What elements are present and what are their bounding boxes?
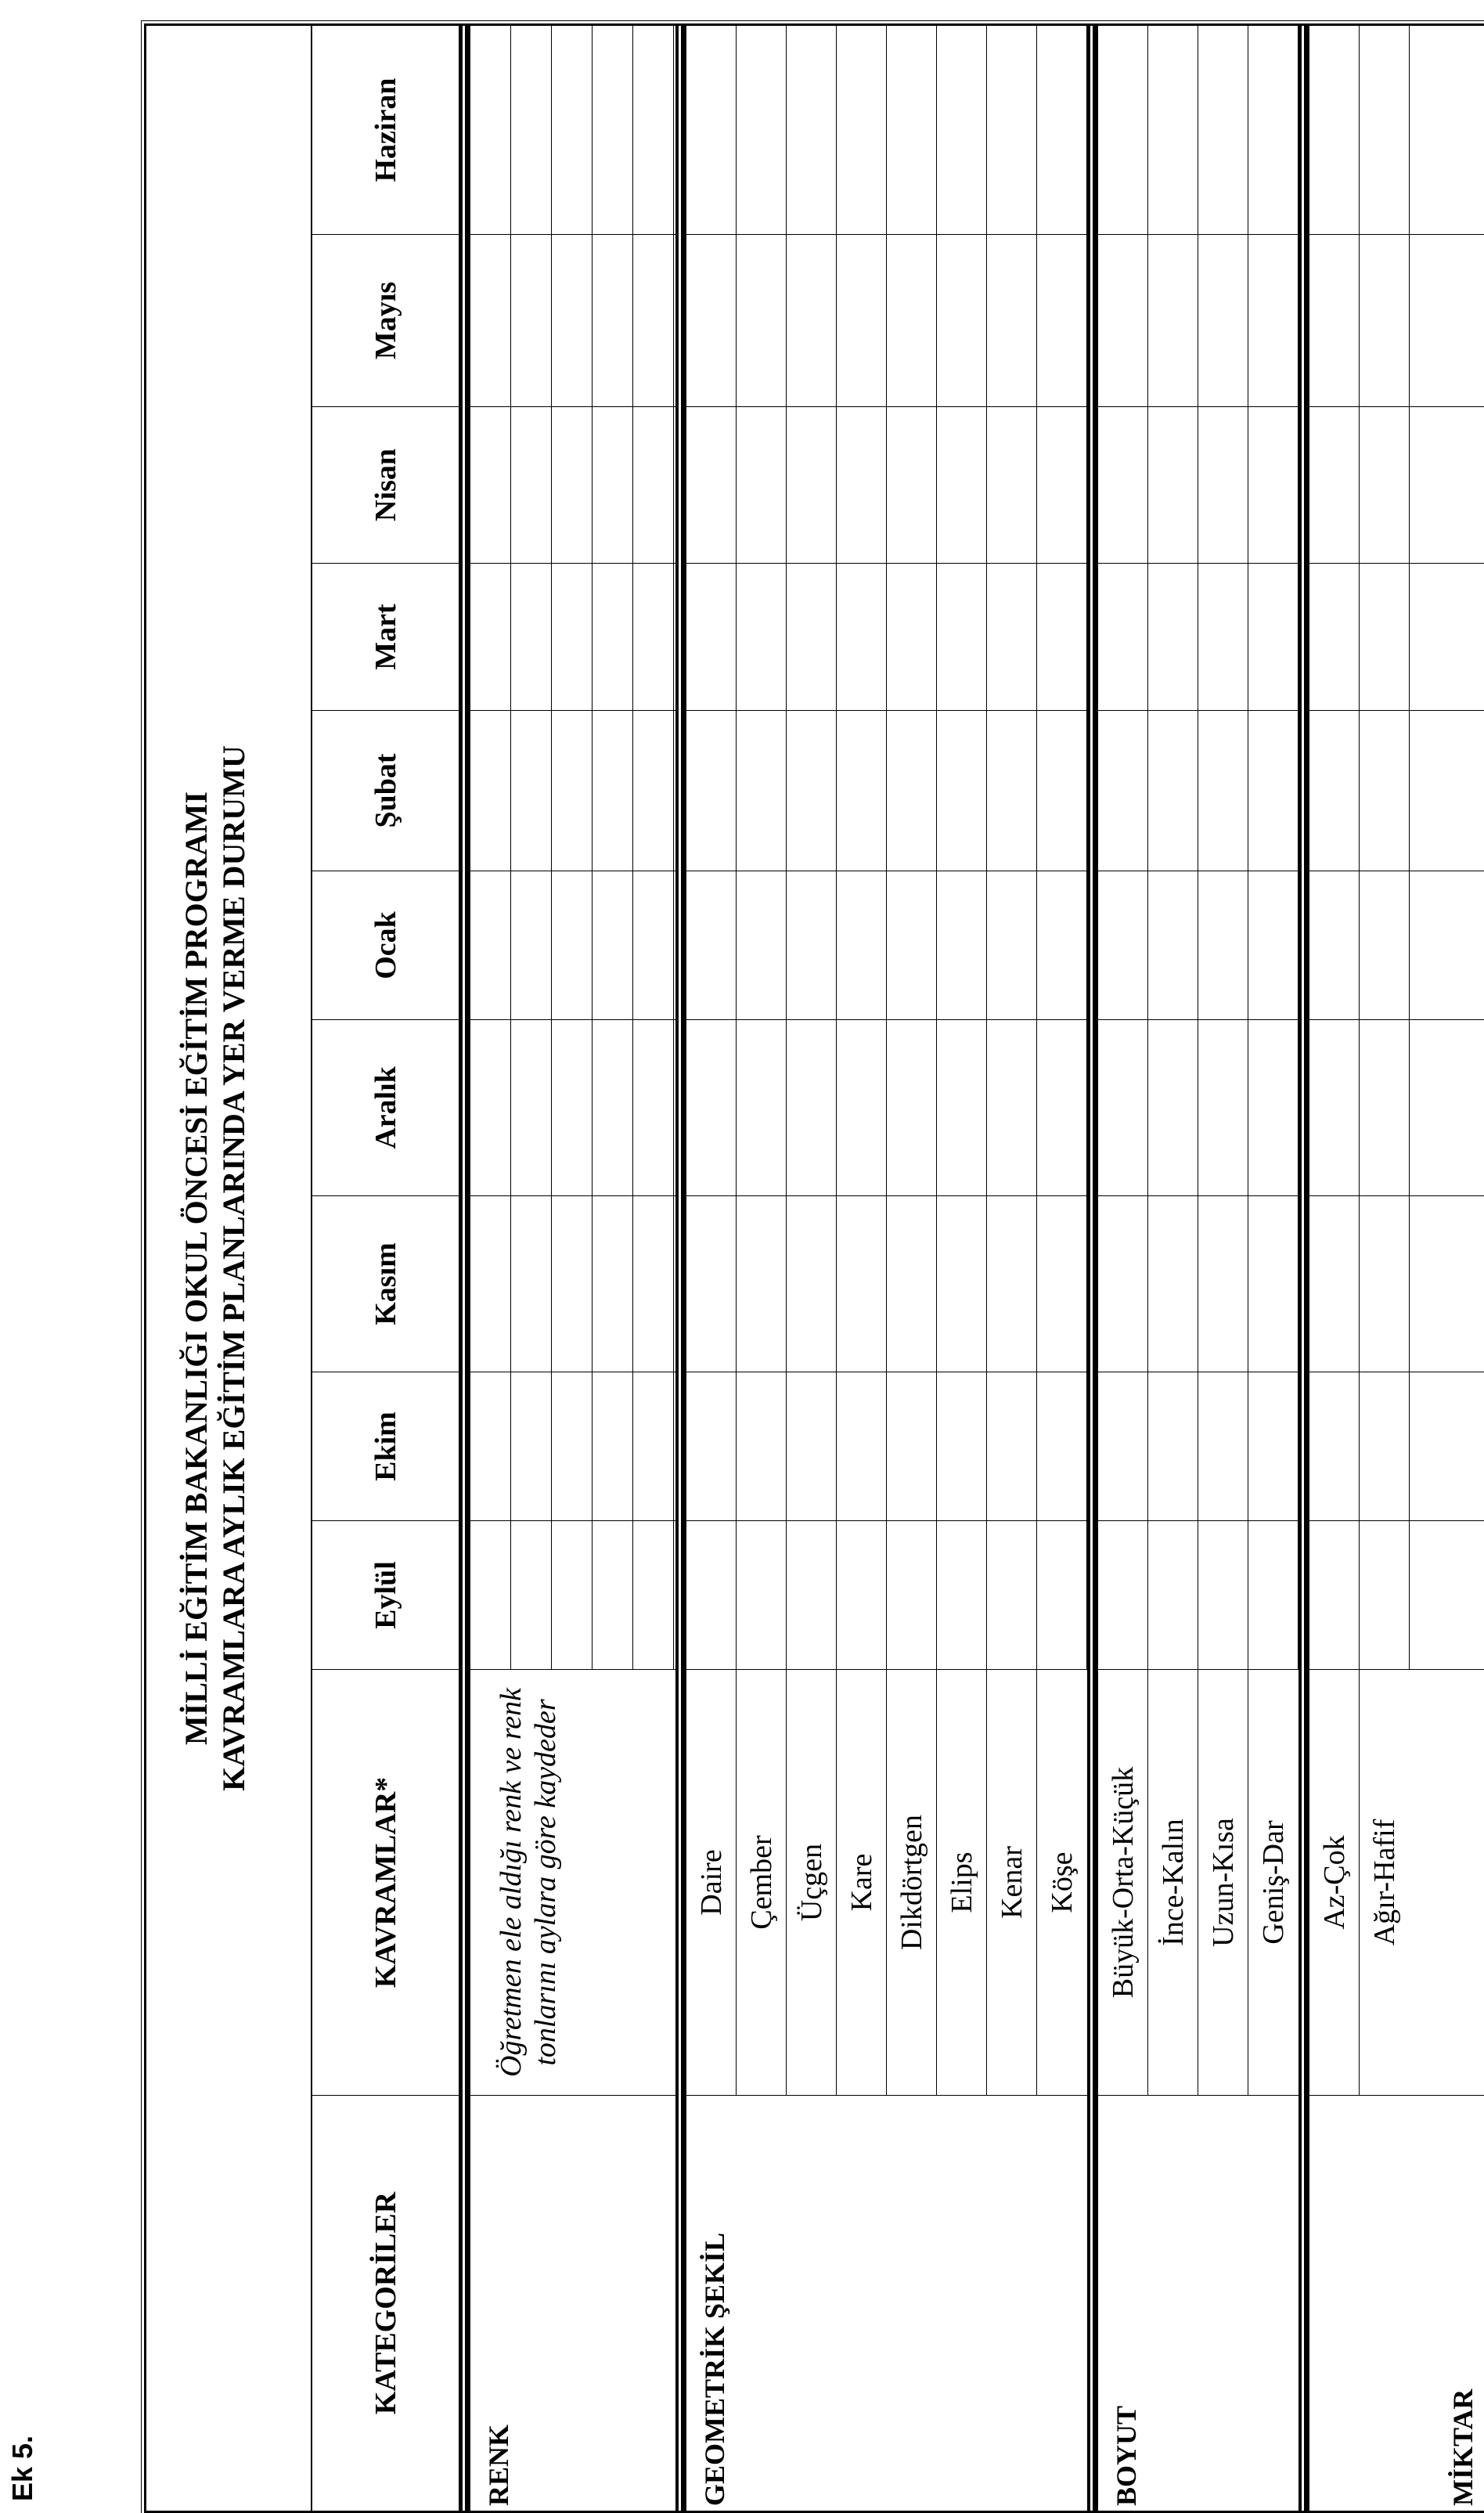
grid-cell[interactable]	[937, 1521, 987, 1669]
grid-cell[interactable]	[837, 564, 887, 710]
grid-cell[interactable]	[1309, 564, 1360, 710]
month-column-mayis	[1309, 235, 1484, 407]
grid-cell[interactable]	[593, 711, 633, 871]
header-month-ocak: Ocak	[312, 871, 459, 1020]
form-sheet	[144, 23, 1484, 2513]
header-row	[312, 26, 459, 2511]
grid-cell[interactable]	[1309, 1196, 1360, 1372]
grid-cell[interactable]	[552, 407, 593, 563]
grid-cell[interactable]	[887, 1372, 937, 1520]
grid-cell[interactable]	[987, 1020, 1037, 1195]
grid-cell[interactable]	[1037, 407, 1087, 563]
grid-cell[interactable]	[686, 26, 737, 234]
grid-cell[interactable]	[1198, 1196, 1248, 1372]
grid-cell[interactable]	[511, 1372, 552, 1520]
grid-cell[interactable]	[470, 235, 511, 406]
grid-cell[interactable]	[593, 1020, 633, 1195]
form-title	[178, 26, 253, 2511]
section-separator	[1087, 26, 1098, 2511]
grid-cell[interactable]	[887, 564, 937, 710]
month-column-ocak	[470, 871, 675, 1020]
grid-cell[interactable]	[737, 407, 787, 563]
header-month-mart: Mart	[312, 564, 459, 711]
concept-note: Öğretmen ele aldığı renk ve renk tonlarını aylara göre kaydeder	[495, 1688, 562, 2077]
grid-cell[interactable]	[1098, 1521, 1148, 1669]
header-month-kasim: Kasım	[312, 1196, 459, 1372]
month-column-kasim	[1309, 1196, 1484, 1372]
grid-cell[interactable]	[887, 1521, 937, 1669]
category-cell: MİKTAR	[1447, 2389, 1479, 2506]
grid-cell[interactable]	[552, 235, 593, 406]
grid-cell[interactable]	[1198, 1521, 1248, 1669]
grid-cell[interactable]	[593, 871, 633, 1019]
grid-cell[interactable]	[1037, 235, 1087, 406]
grid-cell[interactable]	[511, 407, 552, 563]
grid-cell[interactable]	[987, 407, 1037, 563]
grid-cell[interactable]	[737, 711, 787, 871]
grid-cell[interactable]	[552, 1521, 593, 1669]
grid-cell[interactable]	[937, 407, 987, 563]
grid-cell[interactable]	[633, 1196, 674, 1372]
grid-cell[interactable]	[686, 1196, 737, 1372]
grid-cell[interactable]	[511, 235, 552, 406]
grid-cell[interactable]	[887, 1020, 937, 1195]
grid-cell[interactable]	[987, 1196, 1037, 1372]
grid-cell[interactable]	[737, 1196, 787, 1372]
grid-cell[interactable]	[1360, 711, 1410, 871]
month-column-mayis	[470, 235, 675, 407]
grid-cell[interactable]	[987, 1372, 1037, 1520]
grid-cell[interactable]	[1248, 407, 1298, 563]
header-month-mayis: Mayıs	[312, 235, 459, 407]
month-column-subat	[470, 711, 675, 871]
month-column-haziran	[1098, 26, 1298, 235]
grid-cell[interactable]	[1248, 1521, 1298, 1669]
grid-cell[interactable]	[1148, 871, 1198, 1019]
grid-cell[interactable]	[1198, 26, 1248, 234]
category-cell: BOYUT	[1111, 2405, 1142, 2506]
grid-cell[interactable]	[1309, 26, 1360, 234]
grid-cell[interactable]	[552, 711, 593, 871]
grid-cell[interactable]	[787, 26, 837, 234]
grid-cell[interactable]	[887, 26, 937, 234]
month-column-haziran	[686, 26, 1087, 235]
grid-cell[interactable]	[1248, 871, 1298, 1019]
header-month-eylul: Eylül	[312, 1521, 459, 1670]
grid-cell[interactable]	[470, 564, 511, 710]
month-column-ocak	[686, 871, 1087, 1020]
grid-cell[interactable]	[1309, 407, 1360, 563]
grid-cell[interactable]	[837, 1372, 887, 1520]
header-month-subat: Şubat	[312, 711, 459, 871]
concept-column	[470, 1670, 675, 2096]
grid-cell[interactable]	[593, 235, 633, 406]
grid-cell[interactable]	[1148, 407, 1198, 563]
concept-cell: İnce-Kalın	[1148, 1670, 1198, 2095]
grid-cell[interactable]	[1198, 871, 1248, 1019]
grid-cell[interactable]	[1098, 407, 1148, 563]
grid-cell[interactable]	[737, 1521, 787, 1669]
month-column-mart	[686, 564, 1087, 711]
month-column-kasim	[470, 1196, 675, 1372]
grid-cell[interactable]	[837, 235, 887, 406]
grid-cell[interactable]	[987, 711, 1037, 871]
grid-cell[interactable]	[937, 1196, 987, 1372]
grid-cell[interactable]	[1309, 711, 1360, 871]
grid-cell[interactable]	[837, 1521, 887, 1669]
grid-cell[interactable]	[686, 1521, 737, 1669]
grid-cell[interactable]	[1360, 26, 1410, 234]
month-column-mayis	[1098, 235, 1298, 407]
grid-cell[interactable]	[633, 235, 674, 406]
grid-cell[interactable]	[1148, 1020, 1198, 1195]
header-categories: KATEGORİLER	[369, 2191, 402, 2415]
grid-cell[interactable]	[837, 1020, 887, 1195]
grid-cell[interactable]	[633, 564, 674, 710]
concept-cell: Büyük-Orta-Küçük	[1098, 1670, 1148, 2095]
grid-cell[interactable]	[593, 1196, 633, 1372]
month-column-nisan	[1309, 407, 1484, 564]
grid-cell[interactable]	[686, 564, 737, 710]
grid-cell[interactable]	[1037, 26, 1087, 234]
grid-cell[interactable]	[1148, 564, 1198, 710]
grid-cell[interactable]	[887, 407, 937, 563]
grid-cell[interactable]	[1198, 1372, 1248, 1520]
grid-cell[interactable]	[1037, 1372, 1087, 1520]
grid-cell[interactable]	[737, 26, 787, 234]
grid-cell[interactable]	[987, 26, 1037, 234]
grid-cell[interactable]	[837, 26, 887, 234]
grid-cell[interactable]	[737, 564, 787, 710]
grid-cell[interactable]	[887, 1196, 937, 1372]
grid-cell[interactable]	[787, 1372, 837, 1520]
grid-cell[interactable]	[787, 235, 837, 406]
concept-cell: Dikdörtgen	[887, 1670, 937, 2095]
grid-cell[interactable]	[470, 1196, 511, 1372]
grid-cell[interactable]	[1148, 1372, 1198, 1520]
grid-cell[interactable]	[686, 1372, 737, 1520]
grid-cell[interactable]	[511, 1196, 552, 1372]
month-column-haziran	[470, 26, 675, 235]
header-month-nisan: Nisan	[312, 407, 459, 564]
grid-cell[interactable]	[787, 407, 837, 563]
grid-cell[interactable]	[633, 1372, 674, 1520]
month-column-eylul	[686, 1521, 1087, 1670]
concept-cell: Kenar	[987, 1670, 1037, 2095]
grid-cell[interactable]	[1148, 1196, 1198, 1372]
month-column-ekim	[686, 1372, 1087, 1521]
month-column-mayis	[686, 235, 1087, 407]
grid-cell[interactable]	[987, 235, 1037, 406]
grid-cell[interactable]	[1360, 1372, 1410, 1520]
grid-cell[interactable]	[1148, 235, 1198, 406]
month-column-ekim	[1098, 1372, 1298, 1521]
grid-cell[interactable]	[737, 235, 787, 406]
grid-cell[interactable]	[686, 407, 737, 563]
grid-cell[interactable]	[1098, 1372, 1148, 1520]
grid-cell[interactable]	[1360, 1020, 1410, 1195]
grid-cell[interactable]	[593, 1372, 633, 1520]
concept-column	[686, 1670, 1087, 2096]
grid-cell[interactable]	[470, 1372, 511, 1520]
grid-cell[interactable]	[787, 711, 837, 871]
grid-cell[interactable]	[887, 871, 937, 1019]
grid-cell[interactable]	[837, 407, 887, 563]
grid-cell[interactable]	[633, 26, 674, 234]
grid-cell[interactable]	[552, 1020, 593, 1195]
grid-cell[interactable]	[1148, 1521, 1198, 1669]
grid-cell[interactable]	[1248, 26, 1298, 234]
concept-cell: Kare	[837, 1670, 887, 2095]
grid-cell[interactable]	[1098, 235, 1148, 406]
month-column-aralik	[470, 1020, 675, 1196]
grid-cell[interactable]	[737, 1020, 787, 1195]
month-column-aralik	[1309, 1020, 1484, 1196]
grid-cell[interactable]	[887, 235, 937, 406]
concept-cell: Daire	[686, 1670, 737, 2095]
grid-cell[interactable]	[1198, 711, 1248, 871]
grid-cell[interactable]	[686, 871, 737, 1019]
section-separator	[1298, 26, 1309, 2511]
grid-cell[interactable]	[1309, 871, 1360, 1019]
grid-cell[interactable]	[552, 871, 593, 1019]
category-cell: GEOMETRİK ŞEKİL	[699, 2232, 730, 2506]
grid-cell[interactable]	[470, 1020, 511, 1195]
grid-cell[interactable]	[1148, 711, 1198, 871]
grid-cell[interactable]	[1360, 1196, 1410, 1372]
section-1	[686, 26, 1087, 2511]
header-month-aralik: Aralık	[312, 1020, 459, 1196]
grid-cell[interactable]	[593, 26, 633, 234]
grid-cell[interactable]	[511, 26, 552, 234]
concept-cell: Az-Çok	[1309, 1670, 1360, 2095]
grid-cell[interactable]	[552, 26, 593, 234]
grid-cell[interactable]	[470, 1521, 511, 1669]
concept-table	[311, 26, 1484, 2511]
grid-cell[interactable]	[1248, 1020, 1298, 1195]
grid-cell[interactable]	[987, 1521, 1037, 1669]
grid-cell[interactable]	[511, 1020, 552, 1195]
grid-cell[interactable]	[470, 871, 511, 1019]
grid-cell[interactable]	[937, 871, 987, 1019]
header-month-ekim: Ekim	[312, 1372, 459, 1521]
grid-cell[interactable]	[593, 564, 633, 710]
concept-cell: Elips	[937, 1670, 987, 2095]
grid-cell[interactable]	[737, 1372, 787, 1520]
grid-cell[interactable]	[787, 1521, 837, 1669]
grid-cell[interactable]	[987, 871, 1037, 1019]
header-month-haziran: Haziran	[312, 26, 459, 235]
grid-cell[interactable]	[1309, 1020, 1360, 1195]
month-column-subat	[1309, 711, 1484, 871]
grid-cell[interactable]	[1198, 1020, 1248, 1195]
grid-cell[interactable]	[1098, 26, 1148, 234]
section-3	[1309, 26, 1484, 2511]
grid-cell[interactable]	[552, 1372, 593, 1520]
grid-cell[interactable]	[1309, 235, 1360, 406]
month-column-ekim	[470, 1372, 675, 1521]
section-separator	[459, 26, 470, 2511]
concept-cell: Çember	[737, 1670, 787, 2095]
month-column-subat	[1098, 711, 1298, 871]
concept-cell: Ağır-Hafif	[1368, 1819, 1401, 1946]
grid-cell[interactable]	[1248, 235, 1298, 406]
title-line-2: KAVRAMLARA AYLIK EĞİTİM PLANLARINDA YER VERME DURUMU	[216, 745, 251, 1791]
grid-cell[interactable]	[593, 407, 633, 563]
month-column-subat	[686, 711, 1087, 871]
grid-cell[interactable]	[552, 564, 593, 710]
grid-cell[interactable]	[1037, 1196, 1087, 1372]
grid-cell[interactable]	[887, 711, 937, 871]
month-column-eylul	[1309, 1521, 1484, 1670]
grid-cell[interactable]	[1198, 235, 1248, 406]
grid-cell[interactable]	[1248, 1372, 1298, 1520]
grid-cell[interactable]	[737, 871, 787, 1019]
section-2	[1098, 26, 1298, 2511]
grid-cell[interactable]	[1309, 1372, 1360, 1520]
grid-cell[interactable]	[1098, 1196, 1148, 1372]
grid-cell[interactable]	[593, 1521, 633, 1669]
grid-cell[interactable]	[1248, 1196, 1298, 1372]
month-column-aralik	[1098, 1020, 1298, 1196]
month-column-ekim	[1309, 1372, 1484, 1521]
grid-cell[interactable]	[470, 407, 511, 563]
concept-column	[1309, 1670, 1484, 2096]
grid-cell[interactable]	[787, 1196, 837, 1372]
grid-cell[interactable]	[1037, 711, 1087, 871]
grid-cell[interactable]	[633, 711, 674, 871]
grid-cell[interactable]	[633, 1020, 674, 1195]
grid-cell[interactable]	[1360, 564, 1410, 710]
category-cell: RENK	[483, 2424, 514, 2506]
grid-cell[interactable]	[552, 1196, 593, 1372]
grid-cell[interactable]	[937, 1372, 987, 1520]
grid-cell[interactable]	[511, 871, 552, 1019]
grid-cell[interactable]	[1360, 407, 1410, 563]
grid-cell[interactable]	[787, 871, 837, 1019]
grid-cell[interactable]	[1037, 1020, 1087, 1195]
grid-cell[interactable]	[1098, 1020, 1148, 1195]
concept-cell: Üçgen	[787, 1670, 837, 2095]
grid-cell[interactable]	[987, 564, 1037, 710]
month-column-haziran	[1309, 26, 1484, 235]
grid-cell[interactable]	[1248, 711, 1298, 871]
concept-cell: Köşe	[1046, 1851, 1079, 1913]
grid-cell[interactable]	[1098, 711, 1148, 871]
grid-cell[interactable]	[937, 564, 987, 710]
section-separator	[675, 26, 686, 2511]
month-column-kasim	[1098, 1196, 1298, 1372]
grid-cell[interactable]	[1198, 564, 1248, 710]
title-line-1: MİLLİ EĞİTİM BAKANLIĞI OKUL ÖNCESİ EĞİTİM PROGRAMI	[178, 791, 214, 1745]
month-column-aralik	[686, 1020, 1087, 1196]
grid-cell[interactable]	[511, 711, 552, 871]
grid-cell[interactable]	[837, 871, 887, 1019]
grid-cell[interactable]	[686, 235, 737, 406]
appendix-label: Ek 5.	[6, 2435, 38, 2501]
month-column-nisan	[1098, 407, 1298, 564]
month-column-nisan	[470, 407, 675, 564]
month-column-nisan	[686, 407, 1087, 564]
grid-cell[interactable]	[787, 564, 837, 710]
grid-cell[interactable]	[937, 235, 987, 406]
month-column-eylul	[470, 1521, 675, 1670]
header-concepts: KAVRAMLAR*	[312, 1670, 459, 2096]
grid-cell[interactable]	[1248, 564, 1298, 710]
grid-cell[interactable]	[470, 26, 511, 234]
grid-cell[interactable]	[1309, 1521, 1360, 1669]
grid-cell[interactable]	[1037, 1521, 1087, 1669]
grid-cell[interactable]	[470, 711, 511, 871]
grid-cell[interactable]	[1098, 871, 1148, 1019]
grid-cell[interactable]	[937, 26, 987, 234]
grid-cell[interactable]	[837, 711, 887, 871]
month-column-ocak	[1098, 871, 1298, 1020]
grid-cell[interactable]	[511, 564, 552, 710]
grid-cell[interactable]	[1360, 235, 1410, 406]
grid-cell[interactable]	[1037, 564, 1087, 710]
grid-cell[interactable]	[1098, 564, 1148, 710]
concept-cell: Geniş-Dar	[1257, 1820, 1290, 1945]
month-column-mart	[470, 564, 675, 711]
grid-cell[interactable]	[686, 1020, 737, 1195]
grid-cell[interactable]	[1360, 1521, 1410, 1669]
grid-cell[interactable]	[511, 1521, 552, 1669]
grid-cell[interactable]	[1148, 26, 1198, 234]
grid-cell[interactable]	[837, 1196, 887, 1372]
grid-cell[interactable]	[787, 1020, 837, 1195]
month-column-eylul	[1098, 1521, 1298, 1670]
grid-cell[interactable]	[633, 1521, 674, 1669]
grid-cell[interactable]	[1360, 871, 1410, 1019]
grid-cell[interactable]	[686, 711, 737, 871]
grid-cell[interactable]	[937, 1020, 987, 1195]
month-column-mart	[1098, 564, 1298, 711]
concept-column	[1098, 1670, 1298, 2096]
grid-cell[interactable]	[937, 711, 987, 871]
grid-cell[interactable]	[1198, 407, 1248, 563]
grid-cell[interactable]	[633, 407, 674, 563]
grid-cell[interactable]	[1037, 871, 1087, 1019]
month-column-mart	[1309, 564, 1484, 711]
month-column-kasim	[686, 1196, 1087, 1372]
month-column-ocak	[1309, 871, 1484, 1020]
grid-cell[interactable]	[633, 871, 674, 1019]
concept-cell: Uzun-Kısa	[1198, 1670, 1248, 2095]
section-0	[470, 26, 675, 2511]
